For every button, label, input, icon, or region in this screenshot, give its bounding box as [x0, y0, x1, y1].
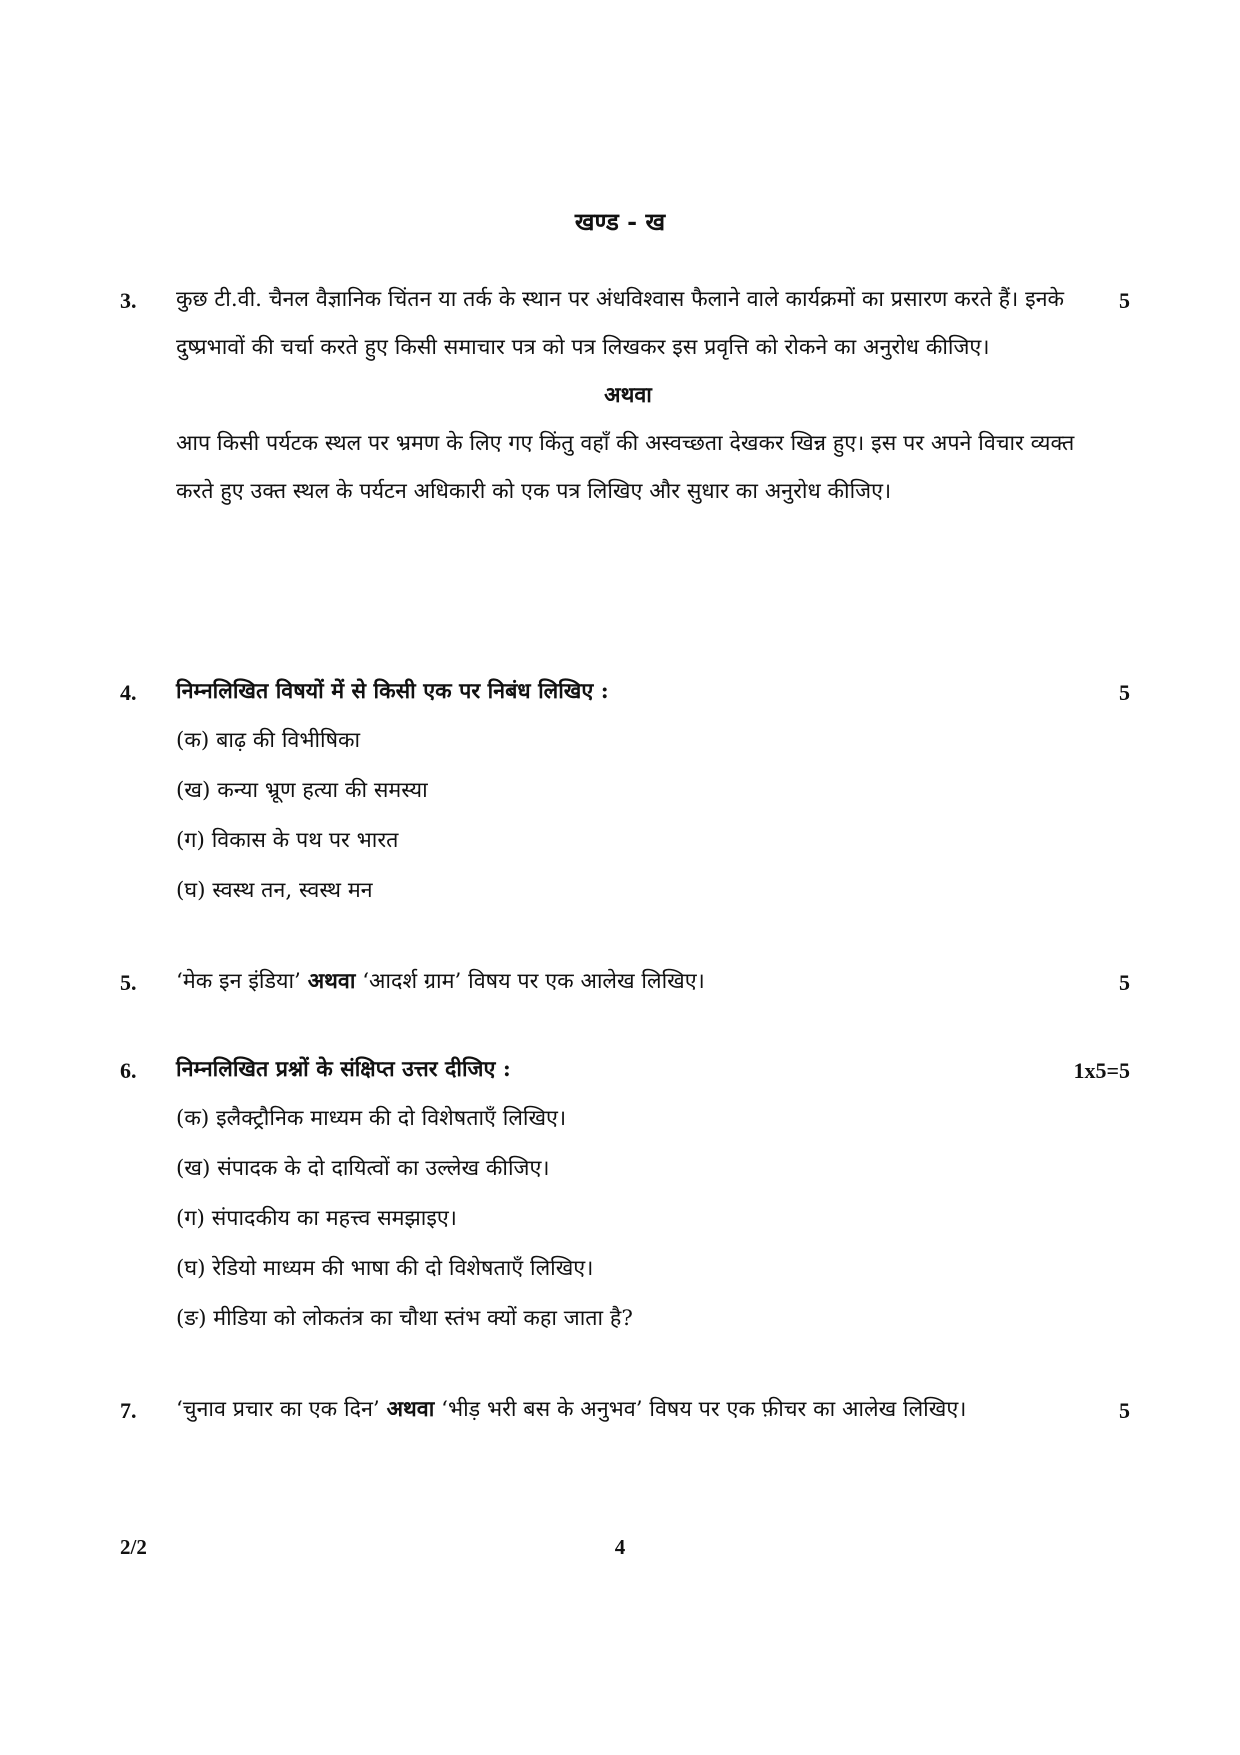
list-item: (घ) स्वस्थ तन, स्वस्थ मन [176, 878, 373, 903]
question-4 [120, 680, 1130, 916]
list-item: (ख) संपादक के दो दायित्वों का उल्लेख कीजिए। [176, 1156, 550, 1181]
topic-1: ‘चुनाव प्रचार का एक दिन’ [176, 1397, 387, 1422]
list-item: (ग) संपादकीय का महत्त्व समझाइए। [176, 1206, 457, 1231]
or-label: अथवा [307, 969, 356, 994]
list-item: (क) इलैक्ट्रौनिक माध्यम की दो विशेषताएँ लिखिए। [176, 1106, 567, 1131]
question-number: 5. [120, 970, 137, 995]
question-prompt: निम्नलिखित विषयों में से किसी एक पर निबंध लिखिए : [176, 679, 609, 704]
or-label: अथवा [604, 383, 652, 408]
question-6 [120, 1058, 1130, 1344]
topic-2: ‘आदर्श ग्राम’ विषय पर एक आलेख लिखिए। [355, 969, 705, 994]
topic-1: ‘मेक इन इंडिया’ [176, 969, 308, 994]
question-5 [120, 970, 1130, 1006]
list-item: (ङ) मीडिया को लोकतंत्र का चौथा स्तंभ क्यों कहा जाता है? [176, 1306, 633, 1331]
question-text [176, 958, 1080, 1006]
list-item: (घ) रेडियो माध्यम की भाषा की दो विशेषताएँ लिखिए। [176, 1256, 594, 1281]
question-number: 3. [120, 288, 137, 313]
short-question-list [176, 1094, 1080, 1344]
list-item: (क) बाढ़ की विभीषिका [176, 728, 361, 753]
marks: 5 [1119, 970, 1130, 995]
marks: 5 [1119, 1398, 1130, 1423]
question-3 [120, 288, 1130, 516]
question-number: 7. [120, 1398, 137, 1423]
section-title: खण्ड - ख [574, 207, 666, 236]
question-prompt: निम्नलिखित प्रश्नों के संक्षिप्त उत्तर दीजिए : [176, 1057, 511, 1082]
list-item: (ख) कन्या भ्रूण हत्या की समस्या [176, 778, 428, 803]
marks: 5 [1119, 680, 1130, 705]
list-item: (ग) विकास के पथ पर भारत [176, 828, 399, 853]
or-label: अथवा [386, 1397, 435, 1422]
question-7 [120, 1398, 1130, 1434]
page-number: 4 [614, 1535, 626, 1559]
essay-topic-list [176, 716, 1080, 916]
question-number: 4. [120, 680, 137, 705]
marks: 5 [1119, 288, 1130, 313]
question-text: कुछ टी.वी. चैनल वैज्ञानिक चिंतन या तर्क के स्थान पर अंधविश्वास फैलाने वाले कार्यक्रमों का प्रसारण करते हैं। इनके दुष्प्रभावों की चर्चा करते हुए किसी समाचार पत्र को पत्र लिखकर इस प्रवृत्ति को रोकने का अनुरोध कीजिए। [176, 287, 1065, 360]
question-number: 6. [120, 1058, 137, 1083]
question-text [176, 1386, 1080, 1434]
topic-2: ‘भीड़ भरी बस के अनुभव’ विषय पर एक फ़ीचर का आलेख लिखिए। [434, 1397, 967, 1422]
marks: 1x5=5 [1073, 1058, 1130, 1083]
alternative-question-text: आप किसी पर्यटक स्थल पर भ्रमण के लिए गए किंतु वहाँ की अस्वच्छता देखकर खिन्न हुए। इस पर अपने विचार व्यक्त करते हुए उक्त स्थल के पर्यटन अधिकारी को एक पत्र लिखिए और सुधार का अनुरोध कीजिए। [176, 431, 1075, 504]
paper-code: 2/2 [120, 1535, 147, 1559]
